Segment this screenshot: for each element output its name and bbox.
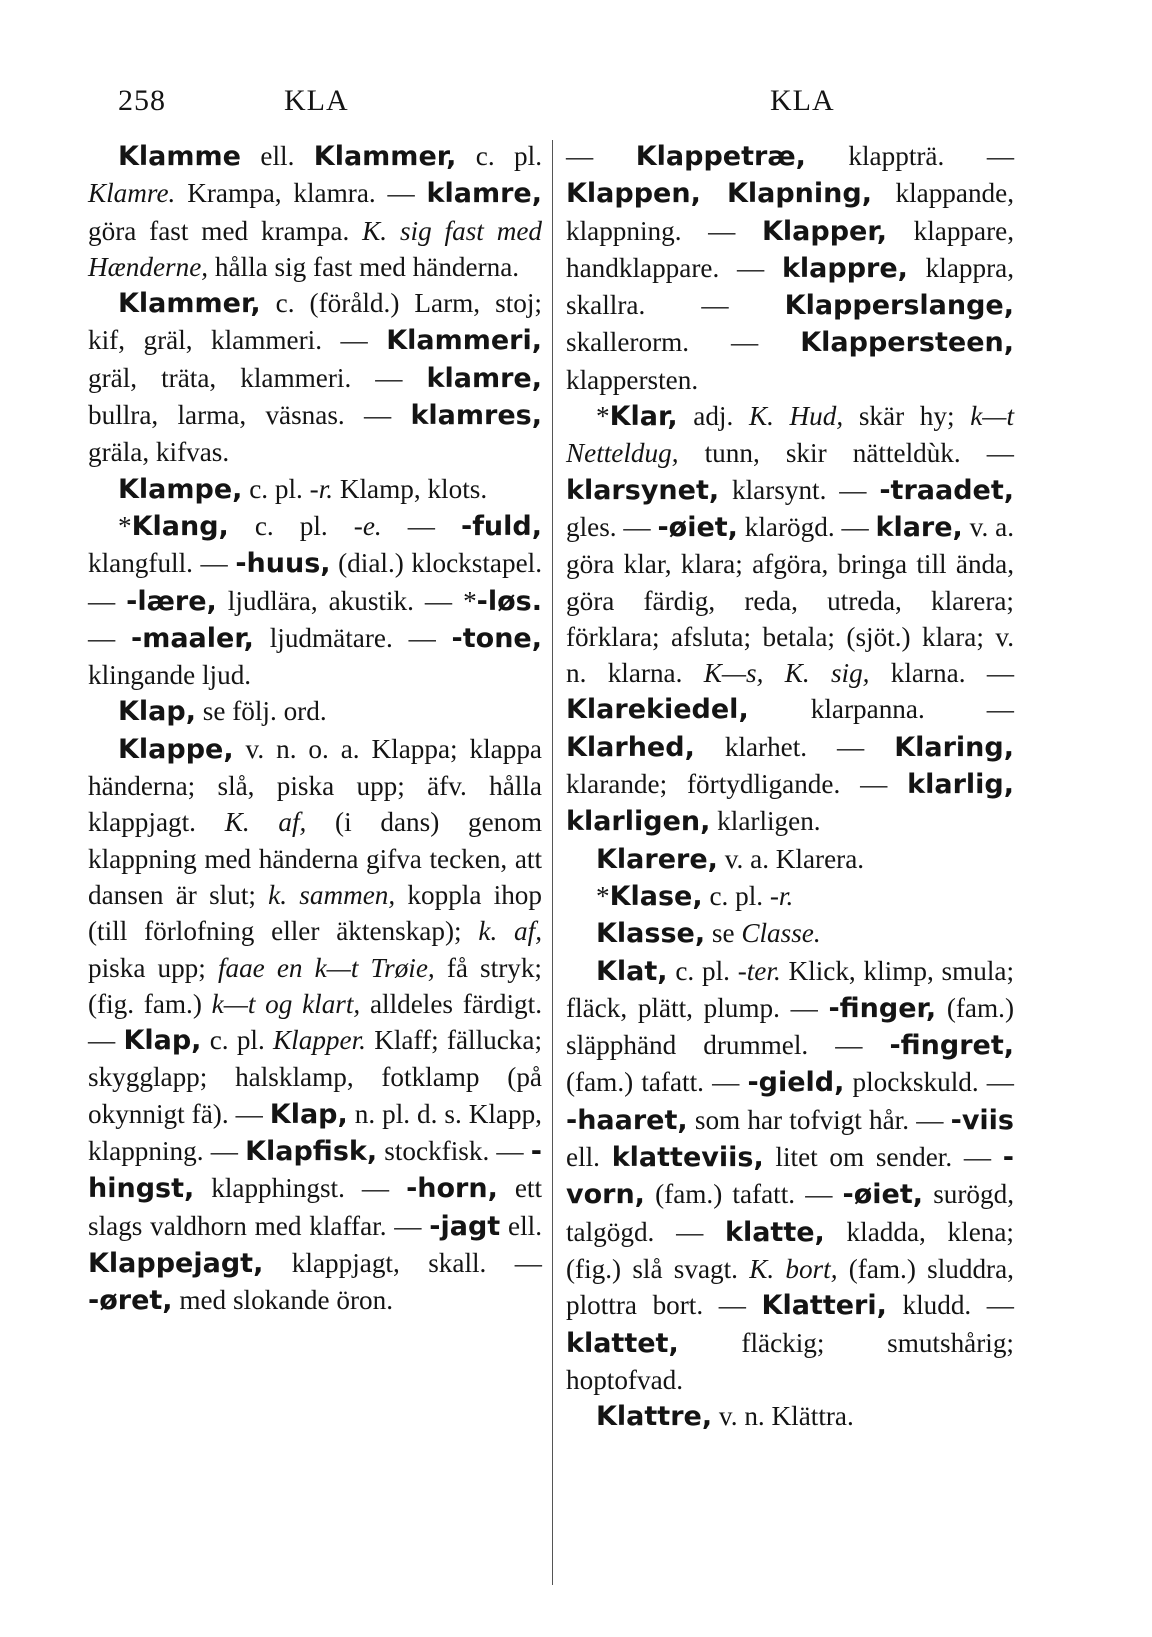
headword: -jagt xyxy=(429,1210,501,1242)
dictionary-entry: — Klappetræ, klappträ. — Klappen, Klapning, klappande, klappning. — Klapper, klappare, handklappare. — klappre, klappra, skallra. — Klapperslange, skallerorm. — Klappersteen, klappersten. xyxy=(566,141,1015,395)
running-head xyxy=(0,84,1152,124)
right-column-keyword: KLA xyxy=(770,84,835,117)
headword: -øiet, xyxy=(842,1179,924,1211)
headword: Klapper, xyxy=(762,215,887,247)
dictionary-entry: Klappe, v. n. o. a. Klappa; klappa händerna; slå, piska upp; äfv. hålla klappjagt. K. af, (i dans) genom klappning med händerna gifva tecken, att dansen är slut; k. sammen, koppla ihop (till förlofning eller äktenskap); k. af, piska upp; faae en k—t Trøie, få stryk; (fig. fam.) k—t og klart, alldeles färdigt. — Klap, c. pl. Klapper. Klaff; fällucka; skygglapp; halsklamp, fotklamp (på okynnigt fä). — Klap, n. pl. d. s. Klapp, klappning. — Klapfisk, stockfisk. — -hingst, klapphingst. — -horn, ett slags valdhorn med klaffar. — -jagt ell. Klappejagt, klappjagt, skall. — -øret, med slokande öron. xyxy=(88,733,543,1317)
headword: -hingst, xyxy=(88,1136,542,1205)
headword: Klappe, xyxy=(118,733,234,765)
headword: -fuld, xyxy=(460,510,542,542)
dictionary-entry: Klammer, c. (föråld.) Larm, stoj; kif, gräl, klammeri. — Klammeri, gräl, träta, klammeri. — klamre, bullra, larma, väsnas. — klamres, gräla, kifvas. xyxy=(88,288,542,468)
headword: Klammer, xyxy=(313,141,457,172)
headword: Klap, xyxy=(118,696,196,728)
headword: Klase, xyxy=(609,880,703,912)
headword: -vorn, xyxy=(566,1142,1014,1211)
right-column xyxy=(566,138,1014,1435)
headword: -maaler, xyxy=(130,622,254,654)
headword: Klaring, xyxy=(894,731,1014,763)
headword: Klappersteen, xyxy=(800,327,1014,359)
headword: klamres, xyxy=(410,400,542,432)
dictionary-entry: *Klase, c. pl. -r. xyxy=(596,880,794,912)
page-number: 258 xyxy=(118,84,166,117)
headword: Klasse, xyxy=(596,918,706,950)
headword: -horn, xyxy=(406,1173,498,1205)
headword: klamre, xyxy=(426,178,542,210)
headword: Klat, xyxy=(596,955,668,987)
dictionary-entry: Klasse, se Classe. xyxy=(596,918,821,950)
headword: -øiet, xyxy=(657,511,738,543)
headword: Klapperslange, xyxy=(784,290,1014,322)
headword: Klang, xyxy=(131,510,229,542)
dictionary-entry: Klat, c. pl. -ter. Klick, klimp, smula; fläck, plätt, plump. — -finger, (fam.) släpphänd drummel. — -fingret, (fam.) tafatt. — -gield, plockskuld. — -haaret, som har tofvigt hår. — -viis ell. klatteviis, litet om sender. — -vorn, (fam.) tafatt. — -øiet, surögd, talgögd. — klatte, kladda, klena; (fig.) slå svagt. K. bort, (fam.) sluddra, plottra bort. — Klatteri, kludd. — klattet, fläckig; smutshårig; hoptofvad. xyxy=(566,955,1015,1395)
left-column-keyword: KLA xyxy=(284,84,349,117)
headword: Klap, xyxy=(123,1025,202,1057)
dictionary-entry: Klattre, v. n. Klättra. xyxy=(596,1401,854,1433)
headword: -viis xyxy=(950,1104,1014,1136)
headword: klare, xyxy=(875,511,963,543)
headword: Klatteri, xyxy=(761,1290,887,1322)
headword: Klampe, xyxy=(118,473,243,505)
headword: Klarekiedel, xyxy=(566,694,749,726)
headword: -gield, xyxy=(747,1067,845,1099)
dictionary-entry: Klampe, c. pl. -r. Klamp, klots. xyxy=(118,473,488,505)
headword: -traadet, xyxy=(879,474,1014,506)
headword: Klapfisk, xyxy=(245,1136,378,1168)
dictionary-entry: *Klar, adj. K. Hud, skär hy; k—t Netteldug, tunn, skir nätteldùk. — klarsynet, klarsynt. — -traadet, gles. — -øiet, klarögd. — klare, v. a. göra klar, klara; afgöra, bringa till ända, göra färdig, reda, utreda, klarera; förklara; afsluta; betala; (sjöt.) klara; v. n. klarna. K—s, K. sig, klarna. — Klarekiedel, klarpanna. — Klarhed, klarhet. — Klaring, klarande; förtydligande. — klarlig, klarligen, klarligen. xyxy=(566,401,1015,838)
headword: klamre, xyxy=(426,362,542,394)
headword: Klamme xyxy=(118,141,241,172)
headword: -haaret, xyxy=(566,1104,688,1136)
column-divider xyxy=(552,140,553,1585)
left-column xyxy=(88,138,542,1320)
headword: -øret, xyxy=(88,1285,173,1317)
headword: -finger, xyxy=(828,992,937,1024)
headword: Klap, xyxy=(269,1098,348,1130)
headword: -fingret, xyxy=(889,1030,1014,1062)
headword: klarlig, klarligen, xyxy=(566,769,1014,838)
headword: Klammeri, xyxy=(386,325,542,357)
dictionary-entry: Klarere, v. a. Klarera. xyxy=(596,843,865,875)
headword: Klappetræ, xyxy=(635,141,806,172)
headword: klarsynet, xyxy=(566,474,720,506)
dictionary-entry: Klamme ell. Klammer, c. pl. Klamre. Krampa, klamra. — klamre, göra fast med krampa. K. sig fast med Hænderne, hålla sig fast med händerna. xyxy=(88,141,542,282)
headword: Klar, xyxy=(609,401,678,433)
headword: klatte, xyxy=(725,1216,825,1248)
dictionary-entry: Klap, se följ. ord. xyxy=(118,696,327,728)
headword: Klammer, xyxy=(118,288,261,320)
headword: klappre, xyxy=(781,252,908,284)
headword: -tone, xyxy=(451,622,542,654)
headword: Klattre, xyxy=(596,1401,713,1433)
headword: klatteviis, xyxy=(611,1142,764,1174)
headword: klattet, xyxy=(566,1327,679,1359)
headword: Klarhed, xyxy=(566,731,695,763)
headword: -huus, xyxy=(235,548,331,580)
headword: Klappejagt, xyxy=(88,1247,264,1279)
headword: Klappen, Klapning, xyxy=(566,178,872,210)
headword: Klarere, xyxy=(596,843,718,875)
dictionary-entry: *Klang, c. pl. -e. — -fuld, klangfull. — -huus, (dial.) klockstapel. — -lære, ljudlära, akustik. — *-løs. — -maaler, ljudmätare. — -tone, klingande ljud. xyxy=(88,510,543,691)
headword: -løs. xyxy=(476,585,543,617)
headword: -lære, xyxy=(126,585,217,617)
